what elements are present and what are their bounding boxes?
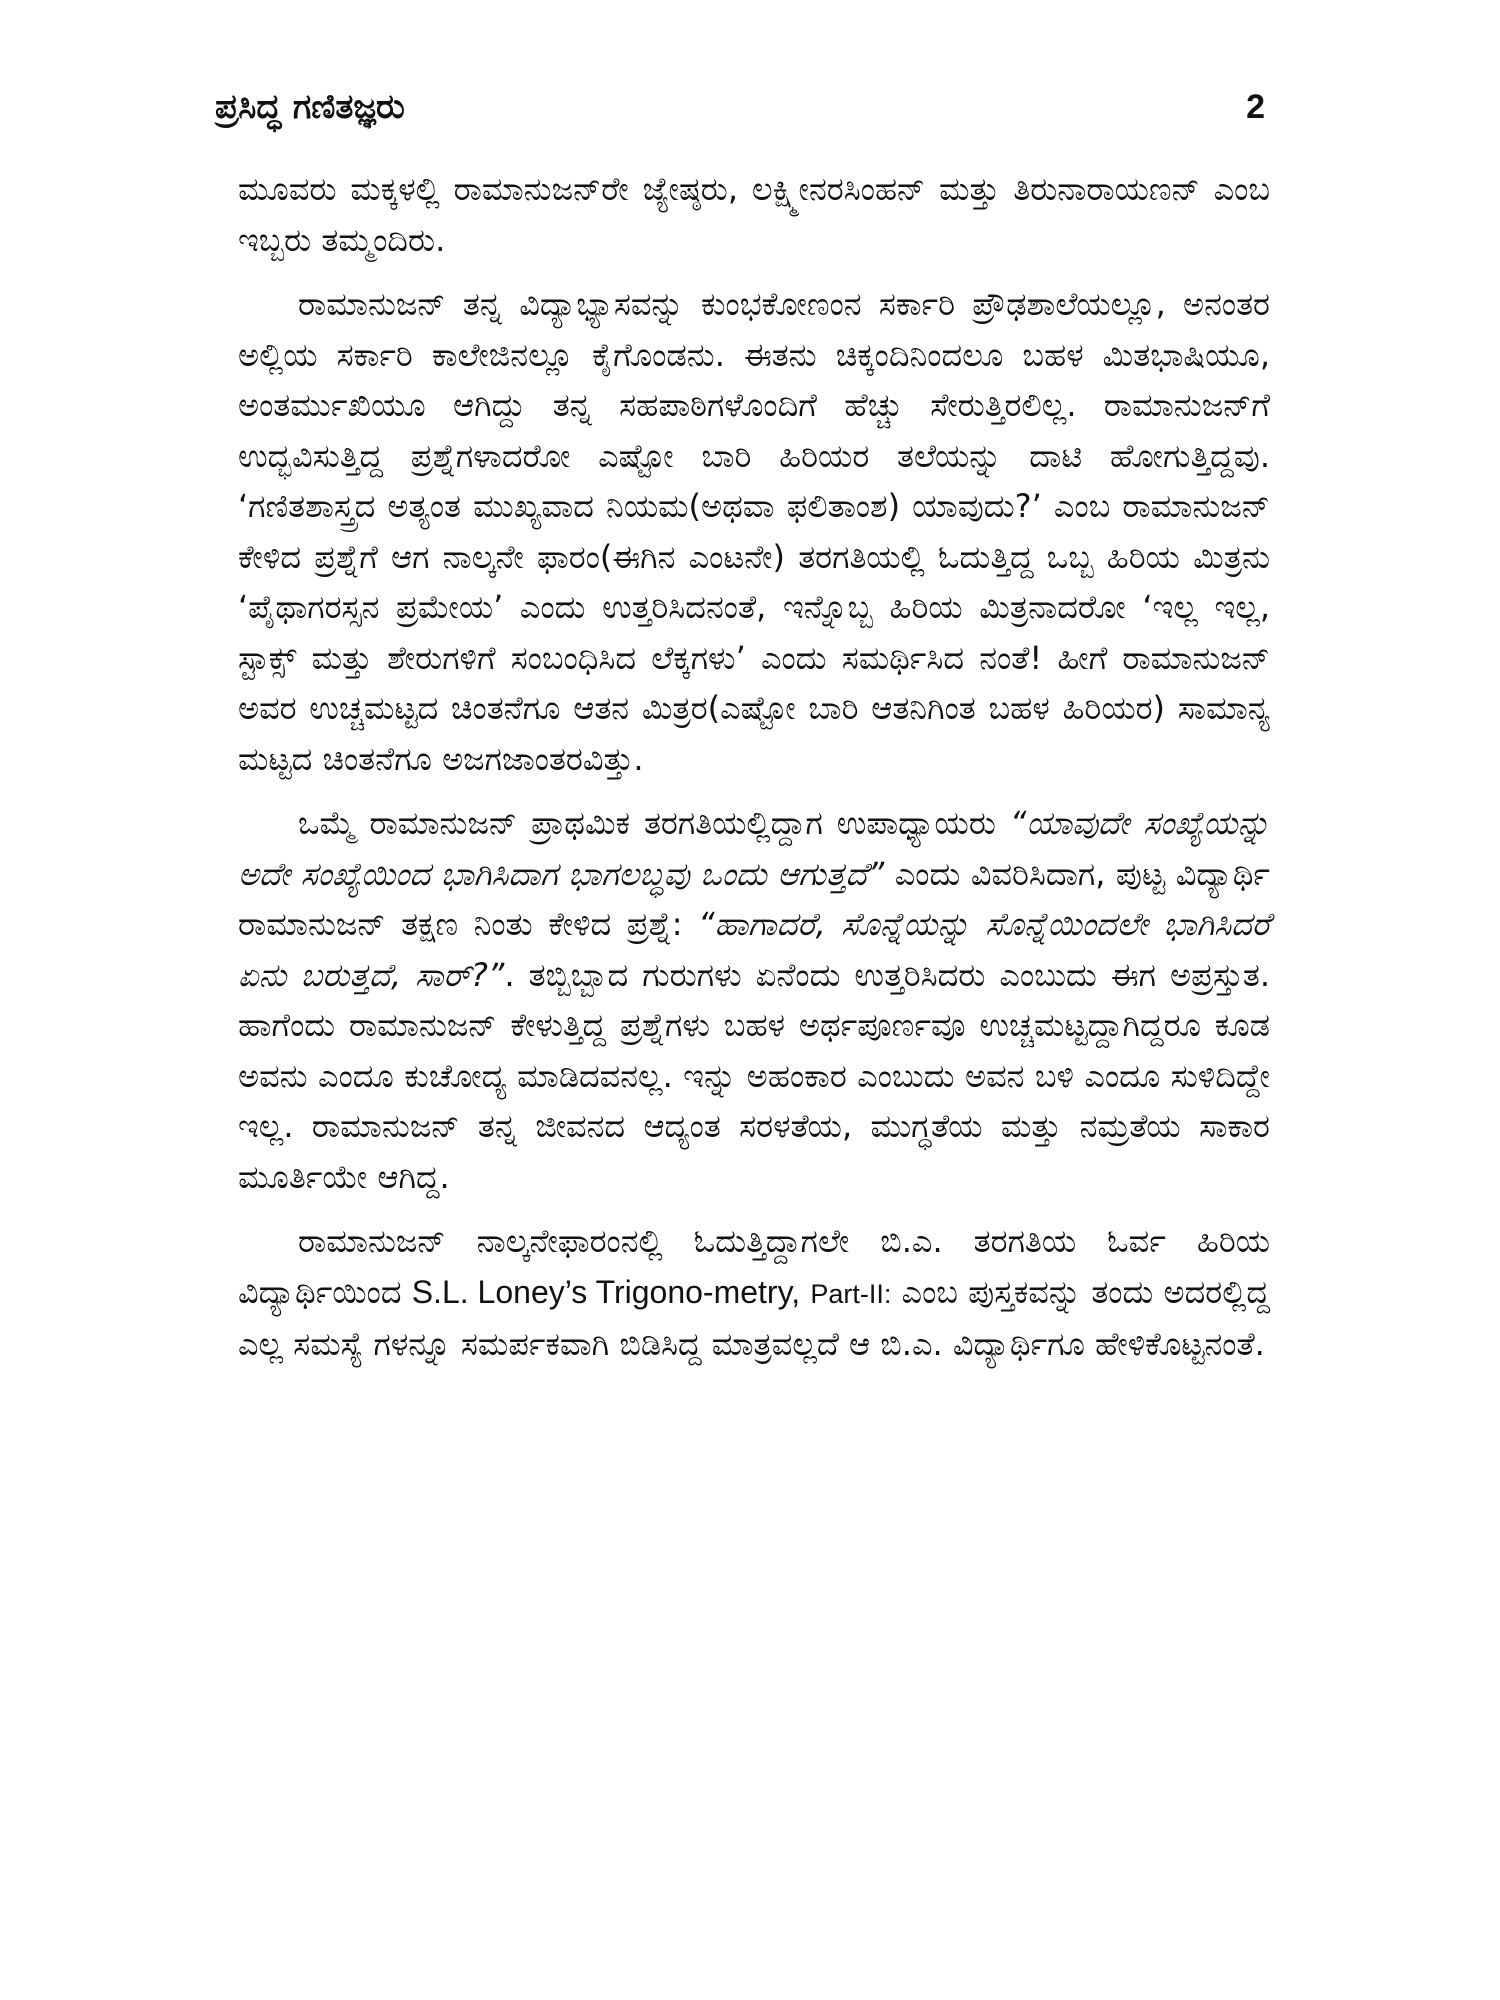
book-reference-title: S.L. Loney’s Trigono-metry,: [411, 1273, 801, 1310]
teacher-quote: “ಯಾವುದೇ ಸಂಖ್ಯೆಯನ್ನು ಅದೇ ಸಂಖ್ಯೆಯಿಂದ ಭಾಗಿಸಿದಾಗ ಭಾಗಲಬ್ಧವು ಒಂದು ಆಗುತ್ತದೆ”: [238, 804, 1270, 893]
paragraph-3-text-e: . ತಬ್ಬಿಬ್ಬಾದ ಗುರುಗಳು ಏನೆಂದು ಉತ್ತರಿಸಿದರು ಎಂಬುದು ಈಗ ಅಪ್ರಸ್ತುತ. ಹಾಗೆಂದು ರಾಮಾನುಜನ್ ಕೇಳುತ್ತಿದ್ದ ಪ್ರಶ್ನೆಗಳು ಬಹಳ ಅರ್ಥಪೂರ್ಣವೂ ಉಚ್ಚಮಟ್ಟದ್ದಾಗಿದ್ದರೂ ಕೂಡ ಅವನು ಎಂದೂ ಕುಚೋದ್ಯ ಮಾಡಿದವನಲ್ಲ. ಇನ್ನು ಅಹಂಕಾರ ಎಂಬುದು ಅವನ ಬಳಿ ಎಂದೂ ಸುಳಿದಿದ್ದೇ ಇಲ್ಲ. ರಾಮಾನುಜನ್ ತನ್ನ ಜೀವನದ ಆದ್ಯಂತ ಸರಳತೆಯ, ಮುಗ್ಧತೆಯ ಮತ್ತು ನಮ್ರತೆಯ ಸಾಕಾರ ಮೂರ್ತಿಯೇ ಆಗಿದ್ದ.: [238, 955, 1271, 1196]
book-title: ಪ್ರಸಿದ್ಧ ಗಣಿತಜ್ಞರು: [215, 87, 405, 127]
paragraph-4-text-a: ರಾಮಾನುಜನ್ ನಾಲ್ಕನೇಫಾರಂನಲ್ಲಿ ಓದುತ್ತಿದ್ದಾಗಲೇ ಬಿ.ಎ. ತರಗತಿಯ ಓರ್ವ ಹಿರಿಯ ವಿದ್ಯಾರ್ಥಿಯಿಂದ: [238, 1222, 1270, 1311]
paragraph-3-text-c: ಎಂದು ವಿವರಿಸಿದಾಗ, ಪುಟ್ಟ ವಿದ್ಯಾರ್ಥಿ ರಾಮಾನುಜನ್ ತಕ್ಷಣ ನಿಂತು ಕೇಳಿದ ಪ್ರಶ್ನೆ:: [238, 854, 1270, 943]
paragraph-2: ರಾಮಾನುಜನ್ ತನ್ನ ವಿದ್ಯಾಭ್ಯಾಸವನ್ನು ಕುಂಭಕೋಣಂನ ಸರ್ಕಾರಿ ಪ್ರೌಢಶಾಲೆಯಲ್ಲೂ, ಅನಂತರ ಅಲ್ಲಿಯ ಸರ್ಕಾರಿ ಕಾಲೇಜಿನಲ್ಲೂ ಕೈಗೊಂಡನು. ಈತನು ಚಿಕ್ಕಂದಿನಿಂದಲೂ ಬಹಳ ಮಿತಭಾಷಿಯೂ, ಅಂತರ್ಮುಖಿಯೂ ಆಗಿದ್ದು ತನ್ನ ಸಹಪಾಠಿಗಳೊಂದಿಗೆ ಹೆಚ್ಚು ಸೇರುತ್ತಿರಲಿಲ್ಲ. ರಾಮಾನುಜನ್‌ಗೆ ಉದ್ಭವಿಸುತ್ತಿದ್ದ ಪ್ರಶ್ನೆಗಳಾದರೋ ಎಷ್ಟೋ ಬಾರಿ ಹಿರಿಯರ ತಲೆಯನ್ನು ದಾಟಿ ಹೋಗುತ್ತಿದ್ದವು. ‘ಗಣಿತಶಾಸ್ತ್ರದ ಅತ್ಯಂತ ಮುಖ್ಯವಾದ ನಿಯಮ(ಅಥವಾ ಫಲಿತಾಂಶ) ಯಾವುದು?’ ಎಂಬ ರಾಮಾನುಜನ್ ಕೇಳಿದ ಪ್ರಶ್ನೆಗೆ ಆಗ ನಾಲ್ಕನೇ ಫಾರಂ(ಈಗಿನ ಎಂಟನೇ) ತರಗತಿಯಲ್ಲಿ ಓದುತ್ತಿದ್ದ ಒಬ್ಬ ಹಿರಿಯ ಮಿತ್ರನು ‘ಪೈಥಾಗರಸ್ಸನ ಪ್ರಮೇಯ’ ಎಂದು ಉತ್ತರಿಸಿದನಂತೆ, ಇನ್ನೊಬ್ಬ ಹಿರಿಯ ಮಿತ್ರನಾದರೋ ‘ಇಲ್ಲ ಇಲ್ಲ, ಸ್ಟಾಕ್ಸ್ ಮತ್ತು ಶೇರುಗಳಿಗೆ ಸಂಬಂಧಿಸಿದ ಲೆಕ್ಕಗಳು’ ಎಂದು ಸಮರ್ಥಿಸಿದ ನಂತೆ! ಹೀಗೆ ರಾಮಾನುಜನ್ ಅವರ ಉಚ್ಚಮಟ್ಟದ ಚಿಂತನೆಗೂ ಆತನ ಮಿತ್ರರ(ಎಷ್ಟೋ ಬಾರಿ ಆತನಿಗಿಂತ ಬಹಳ ಹಿರಿಯರ) ಸಾಮಾನ್ಯ ಮಟ್ಟದ ಚಿಂತನೆಗೂ ಅಜಗಜಾಂತರವಿತ್ತು.: [238, 285, 1270, 778]
page-number: 2: [1246, 88, 1265, 126]
paragraph-1: ಮೂವರು ಮಕ್ಕಳಲ್ಲಿ ರಾಮಾನುಜನ್‌ರೇ ಜ್ಯೇಷ್ಠರು, ಲಕ್ಷ್ಮೀನರಸಿಂಹನ್ ಮತ್ತು ತಿರುನಾರಾಯಣನ್ ಎಂಬ ಇಬ್ಬರು ತಮ್ಮಂದಿರು.: [238, 170, 1270, 259]
paragraph-3-text-a: ಒಮ್ಮೆ ರಾಮಾನುಜನ್ ಪ್ರಾಥಮಿಕ ತರಗತಿಯಲ್ಲಿದ್ದಾಗ ಉಪಾಧ್ಯಾಯರು: [298, 804, 1010, 842]
paragraph-4-text-d: ಎಂಬ ಪುಸ್ತಕವನ್ನು ತಂದು ಅದರಲ್ಲಿದ್ದ ಎಲ್ಲ ಸಮಸ್ಯೆ ಗಳನ್ನೂ ಸಮರ್ಪಕವಾಗಿ ಬಿಡಿಸಿದ್ದ ಮಾತ್ರವಲ್ಲದೆ ಆ ಬಿ.ಎ. ವಿದ್ಯಾರ್ಥಿಗೂ ಹೇಳಿಕೊಟ್ಟನಂತೆ.: [238, 1272, 1271, 1363]
paragraph-3: [238, 798, 1270, 1202]
paragraph-4: [238, 1216, 1270, 1370]
running-header: [215, 82, 1265, 132]
body-text: [238, 164, 1270, 1384]
ramanujan-question-quote: “ಹಾಗಾದರೆ, ಸೊನ್ನೆಯನ್ನು ಸೊನ್ನೆಯಿಂದಲೇ ಭಾಗಿಸಿದರೆ ಏನು ಬರುತ್ತದೆ, ಸಾರ್?”: [238, 905, 1270, 994]
book-reference-part: Part-II:: [810, 1278, 892, 1309]
